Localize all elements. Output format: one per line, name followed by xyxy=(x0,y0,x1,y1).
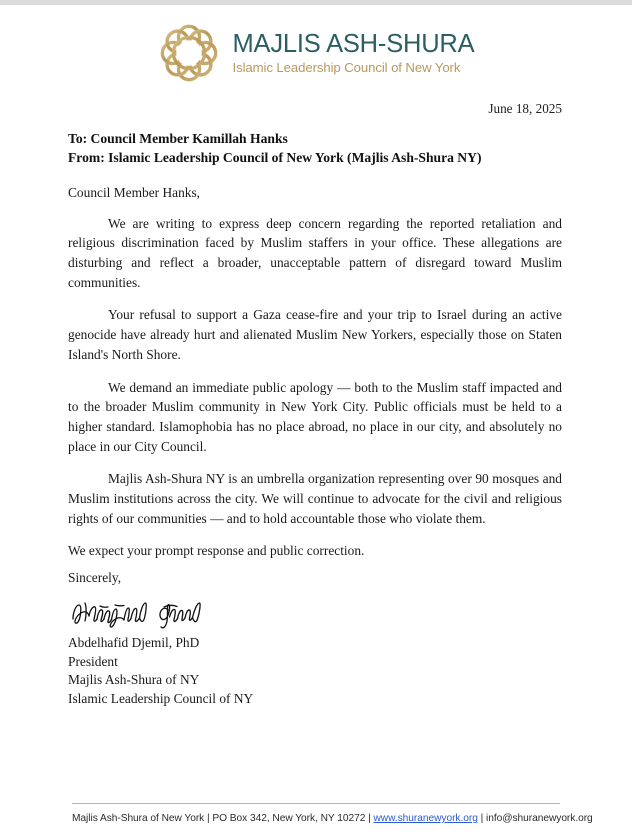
org-tagline: Islamic Leadership Council of New York xyxy=(232,60,461,76)
signer-org-1: Majlis Ash-Shura of NY xyxy=(68,672,200,687)
islamic-knot-rosette-icon xyxy=(158,22,220,84)
signer-title: President xyxy=(68,653,118,669)
paragraph-4: Majlis Ash-Shura NY is an umbrella organization representing over 90 mosques and Muslim institutions across the city. We will continue to advocate for the civil and religious rights of our communities — and to hold accountable those who violate them. xyxy=(68,471,562,526)
signer-org-2: Islamic Leadership Council of NY xyxy=(68,690,254,706)
footer-address: PO Box 342, New York, NY 10272 xyxy=(212,813,366,824)
logo-lockup xyxy=(158,22,475,84)
footer-sep-1: | xyxy=(204,813,213,824)
footer-sep-3: | xyxy=(477,813,486,824)
footer-email: info@shuranewyork.org xyxy=(485,813,593,824)
sincerely-label: Sincerely, xyxy=(68,570,122,585)
to-line: To: Council Member Kamillah Hanks xyxy=(68,131,288,146)
handwritten-signature-icon xyxy=(70,592,220,630)
paragraph-3: We demand an immediate public apology — both to the Muslim staff impacted and to the broader Muslim community in New York City. Public officials must be held to a higher standard. Islamophobia has no place abroad, no place in our city, and absolutely no place in our City Council. xyxy=(68,379,562,454)
from-line: From: Islamic Leadership Council of New York (Majlis Ash-Shura NY) xyxy=(68,150,482,166)
paragraph-2: Your refusal to support a Gaza cease-fire and your trip to Israel during an active genocide have already hurt and alienated Muslim New Yorkers, especially those on Staten Island's North Shore. xyxy=(68,307,562,362)
footer-contact-line xyxy=(72,813,593,824)
signer-name: Abdelhafid Djemil, PhD xyxy=(68,635,200,650)
footer-divider xyxy=(72,803,560,804)
org-name: MAJLIS ASH-SHURA xyxy=(232,29,475,58)
signer-details xyxy=(68,634,468,708)
footer xyxy=(72,803,593,824)
footer-org: Majlis Ash-Shura of New York xyxy=(72,813,205,824)
letter-date: June 18, 2025 xyxy=(488,101,562,116)
wordmark xyxy=(232,29,475,76)
closing-line: We expect your prompt response and public correction. xyxy=(68,543,365,559)
paragraph-1: We are writing to express deep concern regarding the reported retaliation and religious discrimination faced by Muslim staffers in your office. These allegations are disturbing and reflect a broader, unacceptable pattern of disregard toward Muslim communities. xyxy=(68,215,562,290)
letter-body xyxy=(68,101,562,561)
footer-sep-2: | xyxy=(365,813,374,824)
letter-page xyxy=(0,5,632,834)
letterhead xyxy=(0,13,632,93)
salutation: Council Member Hanks, xyxy=(68,184,201,200)
footer-website-link[interactable]: www.shuranewyork.org xyxy=(373,813,478,824)
signature-block xyxy=(68,570,468,708)
